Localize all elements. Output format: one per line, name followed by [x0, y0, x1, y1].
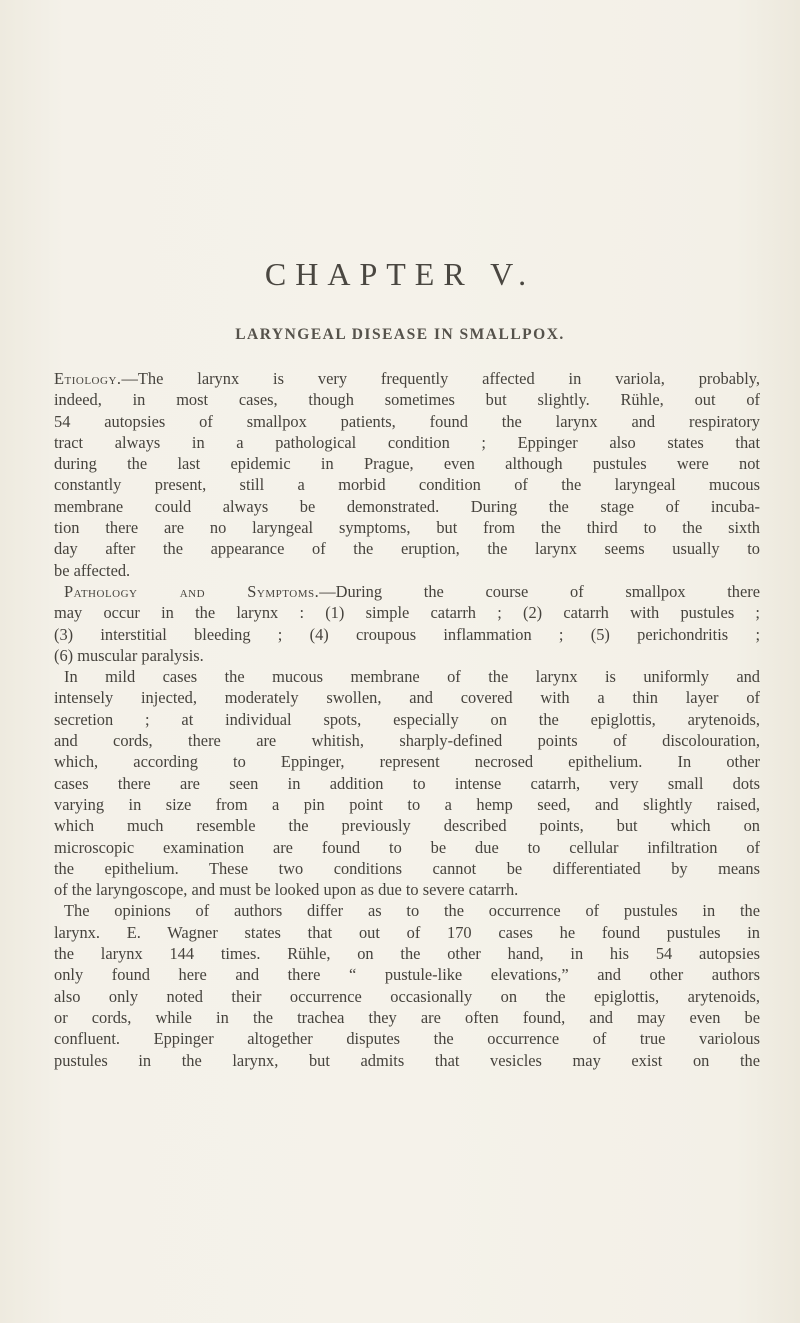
line-text: and cords, there are whitish, sharply-defined points of discolouration, [54, 731, 760, 751]
text-line [54, 922, 760, 943]
text-line [54, 389, 760, 410]
line-text: microscopic examination are found to be due to cellular infiltration of [54, 837, 760, 857]
line-text: also only noted their occurrence occasionally on the epiglottis, arytenoids, [54, 986, 760, 1006]
line-text: In mild cases the mucous membrane of the larynx is uniformly and [64, 667, 760, 687]
line-text: larynx. E. Wagner states that out of 170 cases he found pustules in [54, 922, 760, 942]
line-text: intensely injected, moderately swollen, and covered with a thin layer of [54, 688, 760, 708]
line-text: may occur in the larynx : (1) simple catarrh ; (2) catarrh with pustules ; [54, 603, 760, 623]
line-text: confluent. Eppinger altogether disputes the occurrence of true variolous [54, 1029, 760, 1049]
line-text: which much resemble the previously described points, but which on [54, 816, 760, 836]
text-line [54, 453, 760, 474]
text-line [54, 602, 760, 623]
text-line [54, 496, 760, 517]
text-line [54, 411, 760, 432]
line-text: —During the course of smallpox there [319, 581, 760, 601]
text-line [54, 581, 760, 602]
text-line [54, 432, 760, 453]
line-text: only found here and there “ pustule-like elevations,” and other authors [54, 965, 760, 985]
text-line [54, 964, 760, 985]
line-text: (3) interstitial bleeding ; (4) croupous inflammation ; (5) perichondritis ; [54, 624, 760, 644]
line-text: tion there are no laryngeal symptoms, but from the third to the sixth [54, 518, 760, 538]
text-line [54, 666, 760, 687]
text-line [54, 368, 760, 389]
text-line [54, 751, 760, 772]
line-text: be affected. [54, 560, 131, 580]
line-text: cases there are seen in addition to intense catarrh, very small dots [54, 773, 760, 793]
text-line [54, 645, 760, 666]
text-line [54, 538, 760, 559]
line-text: pustules in the larynx, but admits that vesicles may exist on the [54, 1050, 760, 1070]
text-line [54, 1050, 760, 1071]
line-text: tract always in a pathological condition ; Eppinger also states that [54, 432, 760, 452]
body-text [54, 368, 760, 1071]
line-text: varying in size from a pin point to a hemp seed, and slightly raised, [54, 794, 760, 814]
text-line [54, 517, 760, 538]
text-line [54, 1028, 760, 1049]
chapter-heading: CHAPTER V. [264, 256, 536, 292]
text-line [54, 943, 760, 964]
line-text: the larynx 144 times. Rühle, on the other hand, in his 54 autopsies [54, 944, 760, 964]
text-line [54, 900, 760, 921]
text-line [54, 624, 760, 645]
line-text: —The larynx is very frequently affected in variola, probably, [121, 369, 760, 388]
line-text: The opinions of authors differ as to the occurrence of pustules in the [64, 901, 760, 921]
text-line [54, 986, 760, 1007]
text-line [54, 879, 760, 900]
text-line [54, 474, 760, 495]
text-line [54, 815, 760, 836]
line-text: secretion ; at individual spots, especially on the epiglottis, arytenoids, [54, 709, 760, 729]
text-line [54, 1007, 760, 1028]
text-line [54, 773, 760, 794]
line-text: which, according to Eppinger, represent necrosed epithelium. In other [54, 752, 760, 772]
text-line [54, 730, 760, 751]
chapter-title: LARYNGEAL DISEASE IN SMALLPOX. [235, 326, 565, 343]
line-text: 54 autopsies of smallpox patients, found the larynx and respiratory [54, 411, 760, 431]
line-text: constantly present, still a morbid condition of the laryngeal mucous [54, 475, 760, 495]
text-line [54, 837, 760, 858]
line-text: the epithelium. These two conditions cannot be differentiated by means [54, 858, 760, 878]
text-line [54, 794, 760, 815]
section-lead: Pathology and Symptoms. [64, 581, 320, 601]
text-line [54, 858, 760, 879]
line-text: (6) muscular paralysis. [54, 645, 204, 665]
line-text: during the last epidemic in Prague, even although pustules were not [54, 454, 760, 474]
text-line [54, 709, 760, 730]
line-text: membrane could always be demonstrated. During the stage of incuba- [54, 496, 760, 516]
line-text: indeed, in most cases, though sometimes but slightly. Rühle, out of [54, 390, 760, 410]
line-text: day after the appearance of the eruption, the larynx seems usually to [54, 539, 760, 559]
section-lead: Etiology. [54, 369, 122, 388]
text-line [54, 687, 760, 708]
text-line [54, 560, 760, 581]
line-text: or cords, while in the trachea they are often found, and may even be [54, 1007, 760, 1027]
line-text: of the laryngoscope, and must be looked upon as due to severe catarrh. [54, 880, 519, 900]
